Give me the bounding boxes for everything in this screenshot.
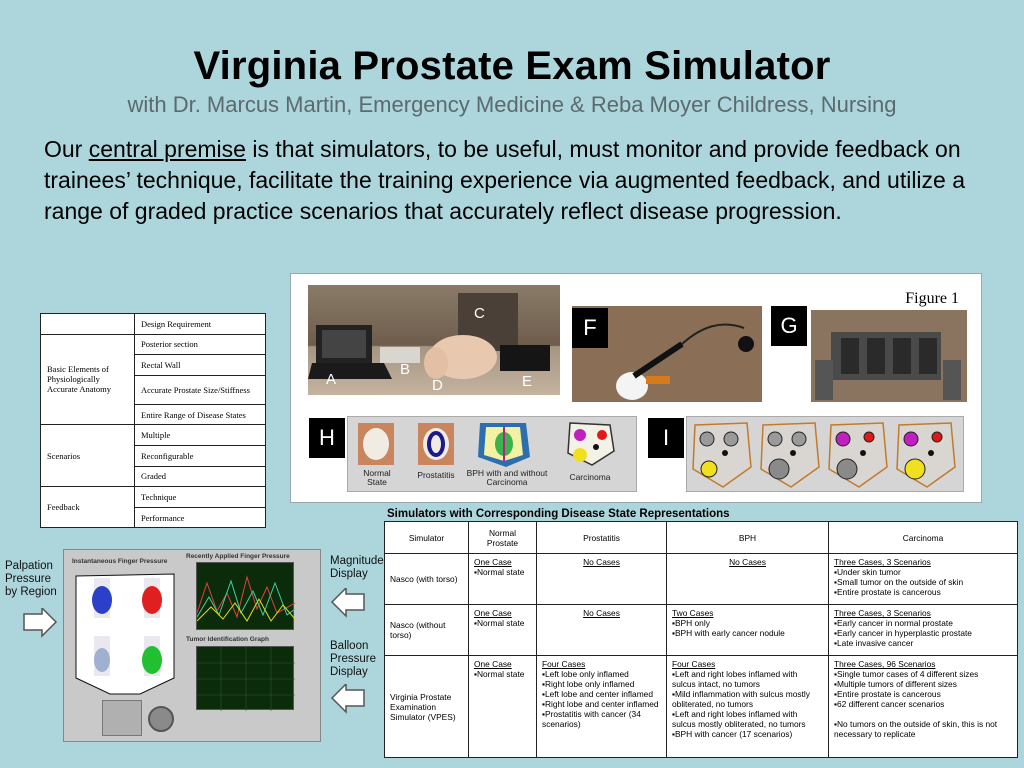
cell-bph — [667, 656, 829, 758]
cell-head: One Case — [474, 557, 512, 567]
tumor-configurations-illustration — [687, 417, 965, 493]
cell-line: ▪Entire prostate is cancerous — [834, 587, 941, 597]
cell-head: No Cases — [729, 557, 766, 567]
col-header-normal: Normal Prostate — [469, 522, 537, 554]
cell-head: One Case — [474, 659, 512, 669]
table-row — [385, 554, 1018, 605]
cell-carcinoma — [829, 656, 1018, 758]
tumor-configurations-panel — [686, 416, 964, 492]
cell-line: ▪Entire prostate is cancerous — [834, 689, 941, 699]
cell-line: ▪BPH only — [672, 618, 710, 628]
design-item: Reconfigurable — [135, 445, 266, 466]
sim-table-title: Simulators with Corresponding Disease State Representations — [387, 508, 730, 520]
cell-line: ▪Mild inflammation with sulcus mostly obliterated, no tumors — [672, 689, 810, 709]
cell-line: ▪62 different cancer scenarios — [834, 699, 945, 709]
cell-line: ▪Right lobe and center inflamed — [542, 699, 659, 709]
cell-head: One Case — [474, 608, 512, 618]
cell-head: Three Cases, 3 Scenarios — [834, 557, 931, 567]
cell-prostatitis — [537, 656, 667, 758]
tumor-graph-grid — [197, 647, 295, 711]
pressure-knob[interactable] — [148, 706, 174, 732]
cell-line: ▪Normal state — [474, 618, 525, 628]
cell-line: ▪Left lobe only inflamed — [542, 669, 629, 679]
cell-prostatitis — [537, 605, 667, 656]
photo-letter-b: B — [400, 361, 411, 378]
cell-line: ▪Prostatitis with cancer (34 scenarios) — [542, 709, 641, 729]
palpation-caption: Palpation Pressure by Region — [5, 560, 57, 598]
control-buttons[interactable] — [102, 700, 142, 736]
cell-line: ▪BPH with early cancer nodule — [672, 628, 785, 638]
arrow-right-icon — [22, 608, 58, 638]
cell-line: ▪BPH with cancer (17 scenarios) — [672, 729, 793, 739]
simulator-name: Virginia Prostate Examination Simulator (VPES) — [385, 656, 469, 758]
photo-letter-e: E — [522, 373, 533, 390]
cell-head: Three Cases, 96 Scenarios — [834, 659, 936, 669]
prostate-region-diagram — [70, 568, 180, 696]
cell-head: Three Cases, 3 Scenarios — [834, 608, 931, 618]
cell-carcinoma — [829, 554, 1018, 605]
cell-prostatitis — [537, 554, 667, 605]
figure-tag-f: F — [572, 308, 608, 348]
cell-head: Four Cases — [542, 659, 586, 669]
page-title: Virginia Prostate Exam Simulator — [193, 44, 831, 88]
actuator-array-photo — [811, 310, 967, 402]
design-category: Scenarios — [41, 425, 135, 487]
premise-lead: Our — [44, 136, 89, 162]
panel-tumor-graph-title: Tumor Identification Graph — [186, 636, 269, 643]
design-category: Feedback — [41, 487, 135, 528]
cell-head: Four Cases — [672, 659, 716, 669]
design-item: Accurate Prostate Size/Stiffness — [135, 375, 266, 404]
cell-line: ▪Multiple tumors of different sizes — [834, 679, 957, 689]
balloon-caption: Balloon Pressure Display — [330, 640, 377, 678]
cell-line: ▪Small tumor on the outside of skin — [834, 577, 964, 587]
cell-head: No Cases — [583, 557, 620, 567]
cell-bph — [667, 605, 829, 656]
tumor-config-3 — [829, 423, 887, 487]
design-corner-cell — [41, 314, 135, 335]
recent-pressure-graph — [196, 562, 294, 630]
design-requirement-table — [40, 313, 266, 528]
caption-carcinoma: Carcinoma — [569, 472, 611, 482]
cell-line: ▪Normal state — [474, 567, 525, 577]
col-header-bph: BPH — [667, 522, 829, 554]
simulator-table — [384, 521, 1018, 758]
design-header: Design Requirement — [135, 314, 266, 335]
feedback-software-screenshot — [63, 549, 321, 742]
figure-label: Figure 1 — [905, 290, 959, 307]
cell-line: ▪Left lobe and center inflamed — [542, 689, 653, 699]
simulator-name: Nasco (with torso) — [385, 554, 469, 605]
design-item: Entire Range of Disease States — [135, 404, 266, 425]
table-row — [385, 605, 1018, 656]
recent-pressure-traces — [197, 563, 295, 631]
cell-line: ▪Early cancer in hyperplastic prostate — [834, 628, 972, 638]
premise-underlined: central premise — [88, 136, 246, 162]
col-header-simulator: Simulator — [385, 522, 469, 554]
design-item: Multiple — [135, 425, 266, 446]
tumor-config-4 — [897, 423, 955, 487]
caption-bph: BPH with and without Carcinoma — [466, 468, 548, 487]
design-item: Graded — [135, 466, 266, 487]
cell-line: ▪Right lobe only inflamed — [542, 679, 635, 689]
figure-tag-i: I — [648, 418, 684, 458]
figure-1 — [290, 273, 982, 503]
cell-line: ▪Late invasive cancer — [834, 638, 914, 648]
cell-line: ▪Under skin tumor — [834, 567, 901, 577]
cell-normal — [469, 554, 537, 605]
caption-prostatitis: Prostatitis — [417, 470, 455, 480]
arrow-left-icon — [330, 588, 366, 618]
photo-letter-a: A — [326, 371, 337, 388]
cell-line: ▪No tumors on the outside of skin, this is not necessary to replicate — [834, 719, 998, 739]
design-item: Technique — [135, 487, 266, 508]
cell-bph — [667, 554, 829, 605]
tumor-config-1 — [693, 423, 751, 487]
panel-finger-pressure-title: Instantaneous Finger Pressure — [72, 558, 168, 565]
tumor-config-2 — [761, 423, 819, 487]
page-subtitle: with Dr. Marcus Martin, Emergency Medicine & Reba Moyer Childress, Nursing — [127, 92, 897, 117]
cell-head: Two Cases — [672, 608, 714, 618]
design-category: Basic Elements of Physiologically Accurate Anatomy — [41, 334, 135, 425]
cell-head: No Cases — [583, 608, 620, 618]
cell-line: ▪Left and right lobes inflamed with sulcus intact, no tumors — [672, 669, 798, 689]
cell-line: ▪Single tumor cases of 4 different sizes — [834, 669, 979, 679]
arrow-left-icon — [330, 684, 366, 714]
panel-recent-pressure-title: Recently Applied Finger Pressure — [186, 553, 290, 560]
simulator-hardware-photo — [308, 285, 560, 395]
caption-normal-state: Normal State — [363, 468, 391, 487]
disease-states-panel — [347, 416, 637, 492]
magnitude-caption: Magnitude Display — [330, 555, 384, 580]
design-item: Posterior section — [135, 334, 266, 355]
tumor-identification-graph — [196, 646, 294, 710]
design-item: Rectal Wall — [135, 355, 266, 376]
cell-normal — [469, 605, 537, 656]
photo-letter-d: D — [432, 377, 443, 394]
design-item: Performance — [135, 507, 266, 528]
cell-normal — [469, 656, 537, 758]
cell-line: ▪Normal state — [474, 669, 525, 679]
premise-body: is that simulators, to be useful, must monitor and provide feedback on trainees’ technique, facilitate the training experience via augmented feedback, and utilize a range of graded practice scenarios that accurately reflect disease progression. — [44, 136, 966, 224]
figure-tag-h: H — [309, 418, 345, 458]
cell-carcinoma — [829, 605, 1018, 656]
table-row — [385, 656, 1018, 758]
col-header-carcinoma: Carcinoma — [829, 522, 1018, 554]
col-header-prostatitis: Prostatitis — [537, 522, 667, 554]
premise-paragraph — [44, 134, 984, 227]
figure-tag-g: G — [771, 306, 807, 346]
simulator-name: Nasco (without torso) — [385, 605, 469, 656]
cell-line: ▪Early cancer in normal prostate — [834, 618, 953, 628]
cell-line: ▪Left and right lobes inflamed with sulcus mostly obliterated, no tumors — [672, 709, 806, 729]
cell-spacer — [834, 709, 1012, 719]
actuator-illustration — [811, 310, 967, 402]
photo-letter-c: C — [474, 305, 485, 322]
